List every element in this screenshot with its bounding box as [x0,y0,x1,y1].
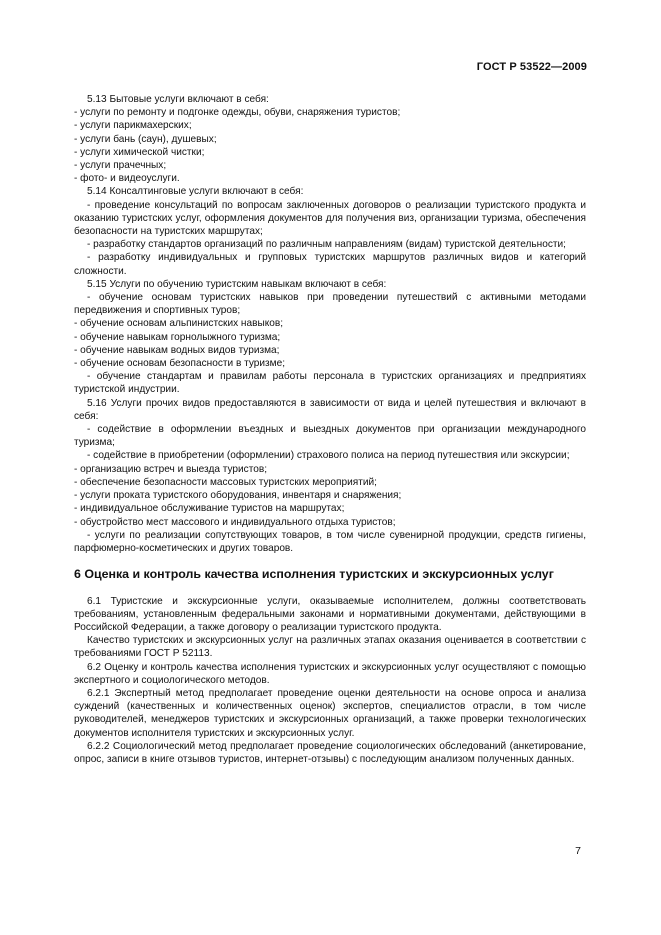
list-item: - обустройство мест массового и индивидуального отдыха туристов; [74,516,396,528]
list-item: - обучение основам альпинистских навыков; [74,318,284,330]
paragraph: - обучение стандартам и правилам работы персонала в туристских организациях и предприятиях туристской индустрии. [74,371,586,396]
paragraph: 5.15 Услуги по обучению туристским навыкам включают в себя: [87,278,387,290]
document-header: ГОСТ Р 53522—2009 [476,61,587,73]
paragraph: - услуги по реализации сопутствующих товаров, в том числе сувенирной продукции, средств гигиены, парфюмерно-косметических и других товаров. [74,529,586,554]
list-item: - услуги парикмахерских; [74,120,192,132]
paragraph: - проведение консультаций по вопросам заключенных договоров о реализации туристского продукта и оказанию туристских услуг, оформления документов для получения виз, организации туризма, обеспечения безопасности на туристских маршрутах; [74,199,586,238]
list-item: - услуги проката туристского оборудования, инвентаря и снаряжения; [74,490,402,502]
list-item: - услуги по ремонту и подгонке одежды, обуви, снаряжения туристов; [74,107,401,119]
paragraph: 5.16 Услуги прочих видов предоставляются в зависимости от вида и целей путешествия и включают в себя: [74,397,586,422]
paragraph: - содействие в приобретении (оформлении) страхового полиса на период путешествия или экскурсии; [87,450,570,462]
paragraph: Качество туристских и экскурсионных услуг на различных этапах оказания оценивается в соответствии с требованиями ГОСТ Р 52113. [74,635,586,660]
list-item: - обеспечение безопасности массовых туристских мероприятий; [74,476,377,488]
list-item: - обучение навыкам горнолыжного туризма; [74,331,281,343]
section-heading: 6 Оценка и контроль качества исполнения туристских и экскурсионных услуг [74,567,554,582]
list-item: - услуги бань (саун), душевых; [74,133,217,145]
list-item: - услуги прачечных; [74,160,167,172]
paragraph: 5.13 Бытовые услуги включают в себя: [87,94,269,105]
list-item: - обучение навыкам водных видов туризма; [74,344,280,356]
list-item: - обучение основам безопасности в туризме; [74,358,286,370]
paragraph: - содействие в оформлении въездных и выездных документов при организации международного туризма; [74,424,586,449]
list-item: - услуги химической чистки; [74,146,205,158]
list-item: - организацию встреч и выезда туристов; [74,463,268,475]
paragraph: 6.1 Туристские и экскурсионные услуги, оказываемые исполнителем, должны соответствовать требованиям, установленным федеральными законами и нормативными документами, действующими в Российской Федерации, а также договору о реализации туристского продукта. [74,595,586,634]
paragraph: - разработку стандартов организаций по различным направлениям (видам) туристской деятельности; [87,239,566,251]
paragraph: 6.2 Оценку и контроль качества исполнения туристских и экскурсионных услуг осуществляют с помощью экспертного и социологического методов. [74,661,586,686]
paragraph: 6.2.1 Экспертный метод предполагает проведение оценки деятельности на основе опроса и анализа суждений (качественных и количественных оценок) экспертов, специалистов отрасли, в том числе руководителей, менеджеров туристских и экскурсионных организаций, а также проверки технологических документов исполнителя туристских и экскурсионных услуг. [74,688,586,739]
document-body [74,93,586,766]
paragraph: 5.14 Консалтинговые услуги включают в себя: [87,186,304,198]
list-item: - индивидуальное обслуживание туристов на маршрутах; [74,503,345,515]
paragraph: - разработку индивидуальных и групповых туристских маршрутов различных видов и категорий сложности. [74,252,586,277]
page-number: 7 [575,845,581,857]
list-item: - фото- и видеоуслуги. [74,173,180,185]
paragraph: - обучение основам туристских навыков при проведении путешествий с активными методами передвижения и спортивных туров; [74,292,586,317]
paragraph: 6.2.2 Социологический метод предполагает проведение социологических обследований (анкетирование, опрос, записи в книге отзывов туристов, интернет-отзывы) с последующим анализом полученных данных. [74,740,586,766]
